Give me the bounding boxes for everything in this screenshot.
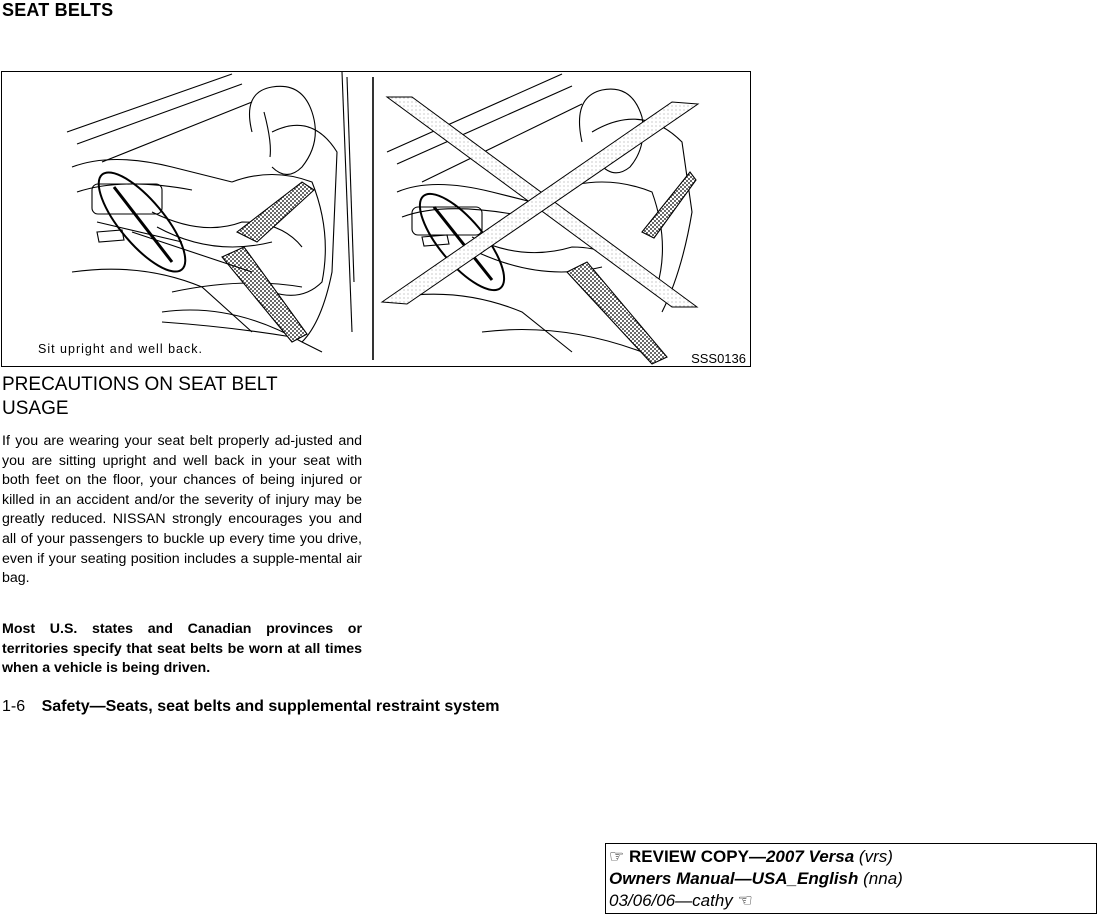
figure-caption: Sit upright and well back. (38, 342, 203, 356)
page-footer (2, 698, 500, 716)
review-model: 2007 Versa (765, 847, 855, 866)
pointing-left-icon: ☜ (737, 891, 753, 910)
seat-belt-illustration (1, 71, 751, 367)
pointing-right-icon: ☞ (609, 847, 625, 866)
illustration-svg (2, 72, 750, 366)
section-title: PRECAUTIONS ON SEAT BELT USAGE (2, 374, 278, 419)
review-date-author: 03/06/06—cathy (609, 891, 733, 910)
left-panel-correct (67, 72, 354, 352)
footer-section-name: Safety—Seats, seat belts and supplemental restraint system (41, 698, 500, 715)
review-manual-code: (nna) (863, 869, 903, 888)
section-body-paragraph: If you are wearing your seat belt properly ad-justed and you are sitting upright and well back in your seat with both feet on the floor, your chances of being injured or killed in an accident and/or the severity of injury may be greatly reduced. NISSAN strongly encourages you and all of your passengers to buckle up every time you drive, even if your seating position includes a supple-mental air bag. (2, 433, 362, 587)
review-copy-label: REVIEW COPY— (628, 847, 766, 866)
review-line-2 (609, 868, 1093, 890)
review-manual: Owners Manual—USA_English (609, 869, 859, 888)
page-number: 1-6 (2, 698, 26, 715)
review-line-1 (609, 846, 1093, 868)
legal-note-paragraph: Most U.S. states and Canadian provinces or territories specify that seat belts be worn at all times when a vehicle is being driven. (2, 621, 362, 677)
page-header-title: SEAT BELTS (2, 0, 114, 20)
review-line-3 (609, 890, 1093, 912)
right-panel-incorrect (382, 74, 698, 364)
review-model-code: (vrs) (858, 847, 893, 866)
figure-code: SSS0136 (691, 351, 746, 366)
review-copy-box (605, 843, 1097, 914)
